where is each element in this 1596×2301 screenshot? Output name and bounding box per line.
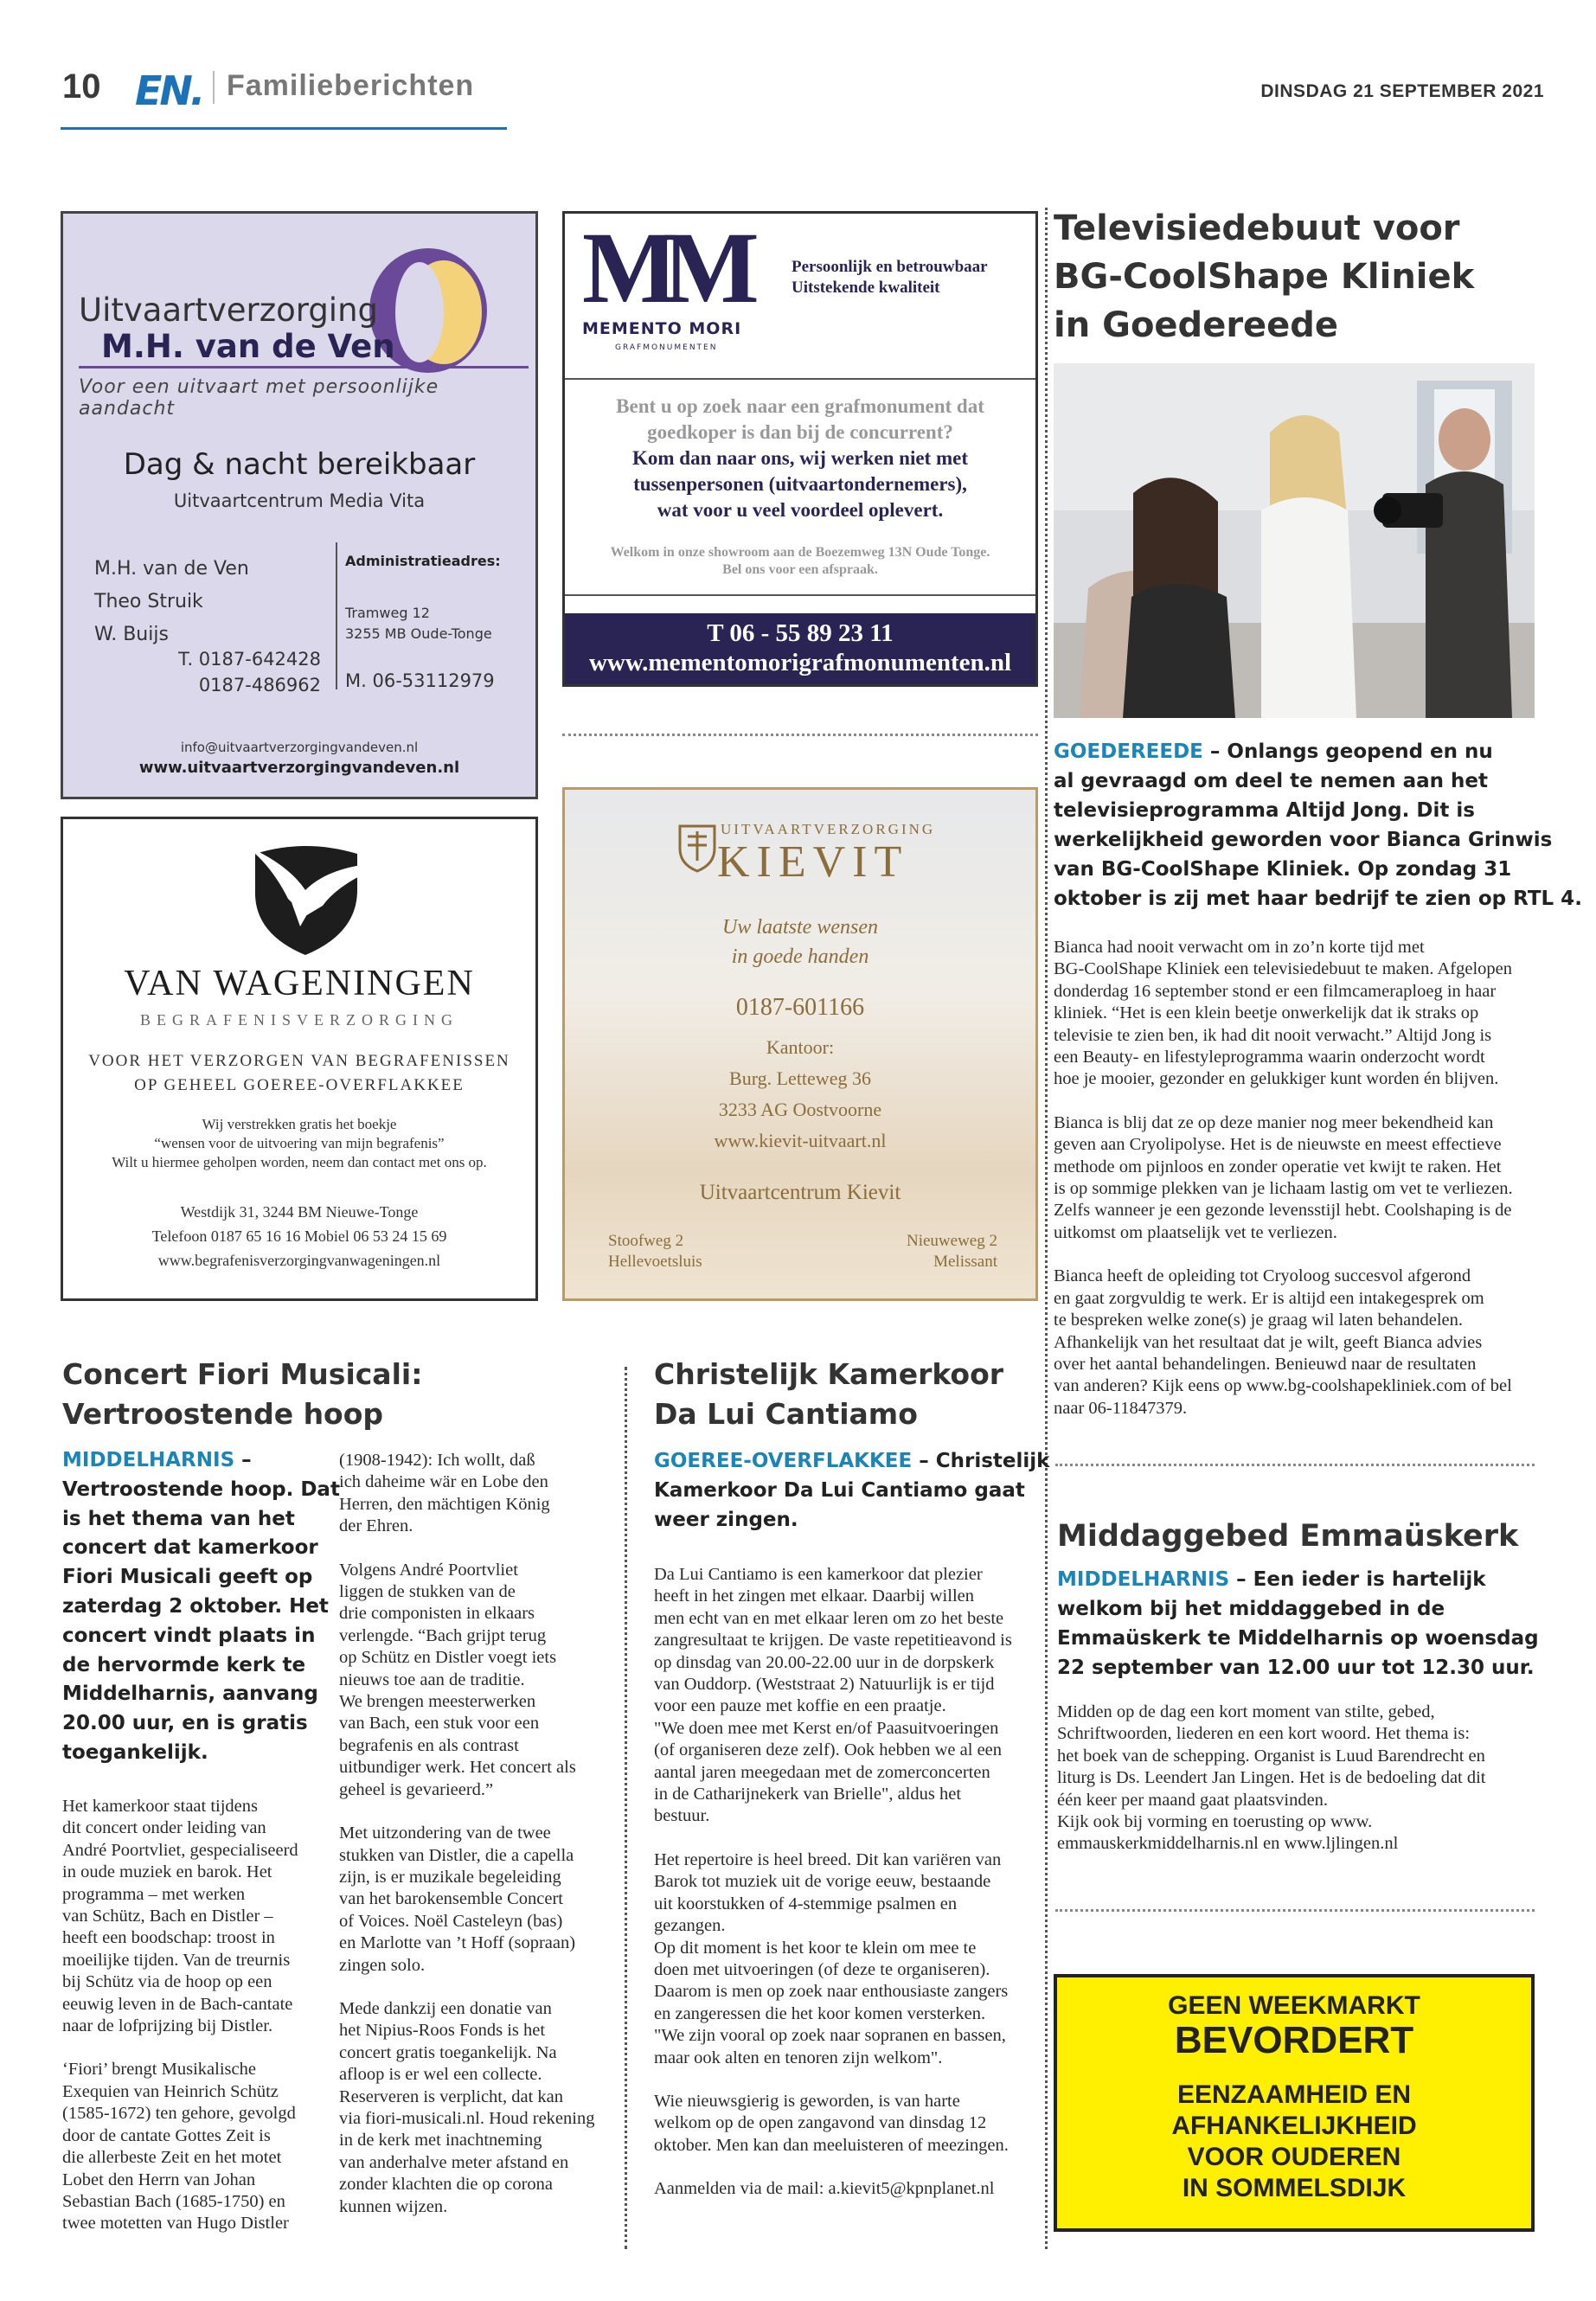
- concert-line: moeilijke tijden. Van de treurnis: [62, 1950, 291, 1970]
- ad-weekmarkt: [1054, 1974, 1535, 2232]
- newspaper-logo: EN.: [135, 67, 203, 114]
- koor-line: "We doen mee met Kerst en/of Paasuitvoeringen: [654, 1718, 999, 1738]
- concert-title-line: Concert Fiori Musicali:: [62, 1357, 423, 1391]
- wag-service: [63, 1049, 535, 1098]
- kievit-name: KIEVIT: [717, 837, 909, 887]
- koor-line: bestuur.: [654, 1806, 710, 1826]
- wag-phone: Telefoon 0187 65 16 16 Mobiel 06 53 24 15 69: [151, 1227, 447, 1245]
- emmaus-lead-line: Emmaüskerk te Middelharnis op woensdag: [1057, 1627, 1539, 1650]
- concert-line: der Ehren.: [339, 1516, 413, 1536]
- concert-lead-line: is het thema van het: [62, 1507, 295, 1530]
- koor-title-line: Christelijk Kamerkoor: [654, 1357, 1004, 1391]
- tv-title: [1054, 204, 1474, 349]
- mm-question: [565, 394, 1035, 445]
- tv-line: donderdag 16 september stond er een filmcameraploeg in haar: [1054, 981, 1497, 1001]
- concert-line: en Marlotte van ’t Hoff (sopraan): [339, 1933, 576, 1953]
- koor-line: (of organiseren deze zelf). Ook hebben we al een: [654, 1740, 1003, 1760]
- tv-paragraph: [1054, 1266, 1513, 1420]
- koor-line: en zangeressen die het koor komen versterken.: [654, 2003, 986, 2023]
- tv-line: uitkomst om plaatselijk vet te verliezen.: [1054, 1222, 1337, 1242]
- concert-lead-line: de hervormde kerk te: [62, 1653, 306, 1676]
- ven-tagline: Voor een uitvaart met persoonlijke aandacht: [79, 376, 439, 420]
- kievit-slogan-line: in goede handen: [731, 945, 869, 968]
- header-divider: [213, 71, 215, 104]
- tv-line: kliniek. “Het is een klein beetje onwerkelijk dat ik straks op: [1054, 1003, 1479, 1023]
- kievit-office-label: Kantoor:: [766, 1036, 835, 1058]
- tv-line: geven aan Cryolipolyse. Het is de nieuwste en meest effectieve: [1054, 1135, 1502, 1155]
- concert-line: door de cantate Gottes Zeit is: [62, 2125, 271, 2145]
- concert-line: Lobet den Herrn van Johan: [62, 2170, 256, 2189]
- concert-line: zonder klachten die op corona: [339, 2175, 554, 2195]
- koor-line: oktober. Men kan dan meeluisteren of meezingen.: [654, 2135, 1009, 2155]
- tv-line: Bianca is blij dat ze op deze manier nog meer bekendheid kan: [1054, 1112, 1494, 1132]
- concert-line: die allerbeste Zeit en het motet: [62, 2148, 282, 2168]
- concert-line: Reserveren is verplicht, dat kan: [339, 2086, 564, 2106]
- weekmarkt-line5: VOOR OUDEREN: [1187, 2143, 1401, 2171]
- concert-paragraph: [339, 1560, 594, 1801]
- ven-admin-label: Administratieadres:: [345, 553, 501, 569]
- concert-paragraph: [339, 1998, 594, 2218]
- mm-question-line: goedkoper is dan bij de concurrent?: [647, 421, 953, 443]
- ven-phone: T. 0187-642428: [178, 649, 321, 670]
- concert-paragraph: [62, 1796, 298, 2037]
- kievit-location-2: [907, 1231, 997, 1272]
- emmaus-lead: [1057, 1565, 1539, 1682]
- koor-lead-line: – Christelijk: [912, 1450, 1050, 1472]
- koor-title: [654, 1355, 1003, 1434]
- tv-line: Afhankelijk van het resultaat dat je wilt, geeft Bianca advies: [1054, 1332, 1483, 1352]
- concert-line: zingen solo.: [339, 1955, 426, 1975]
- concert-line: We brengen meesterwerken: [339, 1692, 536, 1712]
- concert-line: zijn, is er muzikale begeleiding: [339, 1867, 561, 1887]
- kievit-location-1: [608, 1231, 702, 1272]
- concert-line: kunnen wijzen.: [339, 2196, 448, 2216]
- ven-rule: [79, 366, 529, 369]
- concert-line: afloop is er wel een collecte.: [339, 2065, 542, 2085]
- concert-lead: [62, 1446, 340, 1768]
- mm-question-line: Bent u op zoek naar een grafmonument dat: [616, 395, 984, 417]
- tv-line: hoe je mooier, gezonder en gelukkiger kunt worden én blijven.: [1054, 1069, 1499, 1089]
- mm-offer-line: tussenpersonen (uitvaartondernemers),: [633, 473, 967, 495]
- koor-line: voor een pauze met koffie en een praatje.: [654, 1696, 946, 1716]
- mm-website[interactable]: www.mementomorigrafmonumenten.nl: [588, 649, 1012, 676]
- concert-paragraph: [339, 1823, 594, 1977]
- koor-lead: [654, 1446, 1049, 1535]
- kievit-loc-city: Hellevoetsluis: [608, 1253, 702, 1271]
- emmaus-line: liturg is Ds. Leendert Jan Lingen. Het is de bedoeling dat dit: [1057, 1768, 1486, 1788]
- concert-lead-line: toegankelijk.: [62, 1740, 208, 1764]
- ven-divider: [336, 542, 337, 689]
- kievit-loc-city: Melissant: [933, 1253, 997, 1271]
- concert-line: van het barokensemble Concert: [339, 1889, 564, 1909]
- concert-line: van Bach, een stuk voor een: [339, 1714, 540, 1734]
- ven-people: [94, 553, 249, 651]
- tv-line: is op sommige plekken van je lichaam lastig om vet te verliezen.: [1054, 1179, 1513, 1199]
- concert-line: Herren, den mächtigen König: [339, 1494, 550, 1514]
- weekmarkt-line6: IN SOMMELSDIJK: [1182, 2174, 1407, 2202]
- mm-tag-line: Persoonlijk en betrouwbaar: [792, 258, 988, 276]
- mm-offer: [565, 445, 1035, 523]
- concert-line: drie componisten in elkaars: [339, 1604, 535, 1624]
- emmaus-lead-line: – Een ieder is hartelijk: [1229, 1568, 1486, 1591]
- ven-website[interactable]: www.uitvaartverzorgingvandeven.nl: [138, 759, 460, 777]
- ven-availability: Dag & nacht bereikbaar: [123, 447, 476, 482]
- kievit-loc-street: Stoofweg 2: [608, 1232, 684, 1250]
- concert-line: of Voices. Noël Casteleyn (bas): [339, 1911, 563, 1931]
- kievit-website[interactable]: www.kievit-uitvaart.nl: [714, 1130, 887, 1151]
- concert-lead-line: concert vindt plaats in: [62, 1624, 316, 1647]
- emmaus-line: het boek van de schepping. Organist is Luud Barendrecht en: [1057, 1746, 1485, 1766]
- wag-service-line: OP GEHEEL GOEREE-OVERFLAKKEE: [134, 1076, 465, 1094]
- koor-title-line: Da Lui Cantiamo: [654, 1397, 918, 1431]
- koor-lead-line: weer zingen.: [654, 1509, 798, 1531]
- column-separator-bottom: [625, 1367, 627, 2249]
- concert-line: eeuwig leven in de Bach-cantate: [62, 1994, 293, 2014]
- concert-line: (1585-1672) ten gehore, gevolgd: [62, 2104, 296, 2124]
- concert-line: Mede dankzij een donatie van: [339, 1998, 552, 2018]
- koor-line: men echt van en met elkaar leren om zo het beste: [654, 1608, 1004, 1628]
- ven-person: M.H. van de Ven: [94, 558, 249, 580]
- tv-lead-line: – Onlangs geopend en nu: [1202, 740, 1493, 763]
- concert-line: Met uitzondering van de twee: [339, 1823, 551, 1843]
- tv-line: een Beauty- en lifestyleprogramma waarin onderzocht wordt: [1054, 1048, 1485, 1067]
- wag-booklet-line: “wensen voor de uitvoering van mijn begrafenis”: [154, 1135, 445, 1151]
- koor-place: GOEREE-OVERFLAKKEE: [654, 1450, 913, 1472]
- concert-line: begrafenis en als contrast: [339, 1735, 519, 1755]
- tv-paragraph: [1054, 937, 1513, 1091]
- ven-email: info@uitvaartverzorgingvandeven.nl: [180, 740, 419, 755]
- koor-line: in de Catharijnekerk van Brielle", aldus het: [654, 1785, 962, 1804]
- mm-showroom-line: Welkom in onze showroom aan de Boezemweg 13N Oude Tonge.: [610, 545, 990, 560]
- ven-name-line2: M.H. van de Ven: [101, 328, 395, 365]
- kievit-office: [565, 1032, 1035, 1157]
- concert-line: op Schütz en Distler voegt iets: [339, 1648, 557, 1668]
- koor-paragraph: [654, 2178, 1012, 2200]
- koor-paragraph: [654, 2091, 1012, 2157]
- emmaus-line: één keer per maand gaat plaatsvinden.: [1057, 1790, 1329, 1810]
- emmaus-title: Middaggebed Emmaüskerk: [1057, 1519, 1519, 1554]
- tv-title-line: in Goedereede: [1054, 305, 1339, 345]
- tv-place: GOEDEREEDE: [1054, 740, 1203, 763]
- page-number: 10: [62, 67, 101, 106]
- concert-title: [62, 1355, 422, 1434]
- koor-line: Wie nieuwsgierig is geworden, is van harte: [654, 2091, 960, 2111]
- tv-line: Bianca had nooit verwacht om in zo’n korte tijd met: [1054, 938, 1425, 957]
- concert-line: bij Schütz via de hoop op een: [62, 1972, 272, 1992]
- concert-line: verlengde. “Bach grijpt terug: [339, 1625, 547, 1645]
- emmaus-line: emmauskerkmiddelharnis.nl en www.ljlingen.nl: [1057, 1834, 1399, 1854]
- ad-kievit: [562, 787, 1038, 1301]
- mm-tag-line: Uitstekende kwaliteit: [792, 279, 940, 297]
- kievit-slogan: [565, 913, 1035, 971]
- concert-col1: [62, 1796, 298, 2257]
- ad-memento-mori: [562, 211, 1038, 687]
- header-rule: [61, 127, 507, 130]
- tv-lead-line: televisieprogramma Altijd Jong. Dit is: [1054, 799, 1475, 822]
- weekmarkt-line2: BEVORDERT: [1174, 2019, 1414, 2061]
- concert-line: (1908-1942): Ich wollt, daß: [339, 1451, 535, 1470]
- tv-line: Bianca heeft de opleiding tot Cryoloog succesvol afgerond: [1054, 1266, 1471, 1286]
- section-title: Familieberichten: [227, 69, 475, 102]
- mm-showroom-line: Bel ons voor een afspraak.: [722, 562, 878, 577]
- tv-lead-line: oktober is zij met haar bedrijf te zien op RTL 4.: [1054, 888, 1582, 910]
- tv-line: televisie te zien ben, ik had dit nooit verwacht.” Altijd Jong is: [1054, 1025, 1492, 1045]
- koor-line: op dinsdag van 20.00-22.00 uur in de dorpskerk: [654, 1652, 995, 1672]
- concert-line: concert gratis toegankelijk. Na: [339, 2042, 557, 2062]
- mm-sub: GRAFMONUMENTEN: [615, 343, 718, 352]
- wag-service-line: VOOR HET VERZORGEN VAN BEGRAFENISSEN: [88, 1052, 510, 1070]
- koor-line: "We zijn vooral op zoek naar sopranen en bassen,: [654, 2026, 1006, 2046]
- concert-line: Volgens André Poortvliet: [339, 1560, 518, 1580]
- emmaus-line: Kijk ook bij vorming en toerusting op www.: [1057, 1812, 1373, 1832]
- column-separator-right: [1045, 208, 1048, 2249]
- concert-title-line: Vertroostende hoop: [62, 1397, 384, 1431]
- mm-contact-bar: [565, 613, 1035, 684]
- concert-line: ‘Fiori’ brengt Musikalische: [62, 2060, 256, 2080]
- ad-van-wageningen: [61, 817, 538, 1301]
- mm-logo-letters: MM: [582, 211, 744, 324]
- koor-line: Het repertoire is heel breed. Dit kan variëren van: [654, 1849, 1002, 1869]
- concert-line: van anderhalve meter afstand en: [339, 2152, 569, 2172]
- ven-mobile: M. 06-53112979: [345, 670, 495, 691]
- emmaus-line: Schriftwoorden, liederen en een kort woord. Het thema is:: [1057, 1724, 1471, 1744]
- concert-lead-line: –: [234, 1449, 252, 1471]
- emmaus-place: MIDDELHARNIS: [1057, 1568, 1230, 1591]
- concert-line: naar de lofprijzing bij Distler.: [62, 2016, 273, 2036]
- mm-name: MEMENTO MORI: [582, 319, 742, 338]
- tv-line: BG-CoolShape Kliniek een televisiedebuut te maken. Afgelopen: [1054, 959, 1513, 979]
- weekmarkt-line1: GEEN WEEKMARKT: [1168, 1991, 1420, 2020]
- koor-line: welkom op de open zangavond van dinsdag 12: [654, 2113, 987, 2133]
- emmaus-line: Midden op de dag een kort moment van stilte, gebed,: [1057, 1702, 1435, 1721]
- koor-line: van Ouddorp. (Weststraat 2) Natuurlijk is er tijd: [654, 1675, 995, 1695]
- mm-offer-line: Kom dan naar ons, wij werken niet met: [631, 447, 968, 469]
- mm-rule-2: [565, 594, 1035, 596]
- tv-line: van anderen? Kijk eens op www.bg-coolshapekliniek.com of bel: [1054, 1376, 1512, 1396]
- concert-lead-line: Fiori Musicali geeft op: [62, 1566, 313, 1589]
- issue-date: DINSDAG 21 SEPTEMBER 2021: [1260, 81, 1544, 101]
- ad-separator: [562, 734, 1038, 736]
- mm-rule: [565, 378, 1035, 380]
- concert-col2: [339, 1450, 594, 2240]
- wag-booklet-line: Wilt u hiermee geholpen worden, neem dan contact met ons op.: [112, 1154, 487, 1170]
- koor-line: maar ook alten en tenoren zijn welkom".: [654, 2048, 943, 2067]
- concert-line: stukken van Distler, die a capella: [339, 1845, 574, 1865]
- koor-line: Da Lui Cantiamo is een kamerkoor dat plezier: [654, 1565, 983, 1584]
- emmaus-lead-line: 22 september van 12.00 uur tot 12.30 uur.: [1057, 1657, 1535, 1679]
- ven-phone: 0187-486962: [198, 675, 321, 695]
- concert-line: het Nipius-Roos Fonds is het: [339, 2021, 546, 2041]
- concert-line: ich daheime wär en Lobe den: [339, 1472, 548, 1492]
- ven-admin-address: [345, 603, 492, 644]
- kievit-crest-icon: [676, 819, 719, 873]
- concert-lead-line: Vertroostende hoop. Dat: [62, 1477, 340, 1501]
- concert-line: via fiori-musicali.nl. Houd rekening: [339, 2108, 595, 2128]
- koor-line: doen met uitvoeringen (of deze te organiseren).: [654, 1959, 990, 1979]
- kievit-street: Burg. Letteweg 36: [729, 1067, 871, 1089]
- ven-name-line1: Uitvaartverzorging: [79, 292, 379, 329]
- concert-place: MIDDELHARNIS: [62, 1449, 235, 1471]
- mm-phone: T 06 - 55 89 23 11: [707, 619, 894, 647]
- kievit-top: UITVAARTVERZORGING: [721, 821, 936, 837]
- concert-line: dit concert onder leiding van: [62, 1818, 266, 1838]
- wag-name: VAN WAGENINGEN: [124, 964, 475, 1003]
- tv-photo: [1054, 363, 1535, 718]
- concert-line: nieuws toe aan de traditie.: [339, 1670, 525, 1689]
- tv-paragraph: [1054, 1112, 1513, 1244]
- wag-sub: BEGRAFENISVERZORGING: [139, 1011, 458, 1029]
- koor-line: Barok tot muziek uit de vorige eeuw, bestaande: [654, 1872, 991, 1892]
- concert-line: liggen de stukken van de: [339, 1582, 516, 1602]
- tv-lead-line: werkelijkheid geworden voor Bianca Grinwis: [1054, 829, 1553, 851]
- tv-end-rule: [1055, 1464, 1535, 1466]
- kievit-city: 3233 AG Oostvoorne: [718, 1099, 882, 1120]
- concert-lead-line: concert dat kamerkoor: [62, 1536, 318, 1560]
- wag-contact: [63, 1200, 535, 1272]
- tv-line: methode om pijnloos en zonder operatie vet kwijt te raken. Het: [1054, 1157, 1502, 1176]
- concert-line: in de kerk met inachtneming: [339, 2131, 542, 2150]
- concert-paragraph: [62, 2059, 298, 2234]
- kievit-center: Uitvaartcentrum Kievit: [699, 1181, 901, 1204]
- ven-admin-city: 3255 MB Oude-Tonge: [345, 625, 492, 642]
- concert-paragraph: [339, 1450, 594, 1538]
- koor-line: Aanmelden via de mail: a.kievit5@kpnplanet.nl: [654, 2179, 995, 2199]
- koor-line: uit koorstukken of 4-stemmige psalmen en: [654, 1894, 958, 1913]
- kievit-loc-street: Nieuweweg 2: [907, 1232, 997, 1250]
- koor-line: gezangen.: [654, 1916, 726, 1936]
- wag-website[interactable]: www.begrafenisverzorgingvanwageningen.nl: [157, 1252, 441, 1269]
- tv-line: Zelfs wanneer je een gezonde levensstijl hebt. Coolshaping is de: [1054, 1201, 1512, 1221]
- emmaus-lead-line: welkom bij het middaggebed in de: [1057, 1598, 1445, 1620]
- concert-line: programma – met werken: [62, 1884, 246, 1904]
- concert-lead-line: Middelharnis, aanvang: [62, 1682, 318, 1706]
- mm-offer-line: wat voor u veel voordeel oplevert.: [657, 499, 944, 521]
- koor-line: Op dit moment is het koor te klein om mee te: [654, 1938, 977, 1958]
- tv-body: [1054, 937, 1513, 1441]
- wag-booklet-line: Wij verstrekken gratis het boekje: [202, 1116, 397, 1132]
- tv-lead-line: al gevraagd om deel te nemen aan het: [1054, 770, 1489, 792]
- concert-line: van Schütz, Bach en Distler –: [62, 1907, 273, 1926]
- koor-line: zangresultaat te krijgen. De vaste repetitieavond is: [654, 1631, 1012, 1650]
- wag-address: Westdijk 31, 3244 BM Nieuwe-Tonge: [180, 1203, 419, 1221]
- emmaus-body: [1057, 1702, 1486, 1856]
- tv-title-line: BG-CoolShape Kliniek: [1054, 257, 1475, 297]
- koor-line: Daarom is men op zoek naar enthousiaste zangers: [654, 1982, 1009, 2002]
- weekmarkt-line3: EENZAAMHEID EN: [1176, 2080, 1411, 2109]
- ven-person: Theo Struik: [94, 591, 203, 612]
- concert-line: Het kamerkoor staat tijdens: [62, 1797, 259, 1816]
- concert-line: twee motetten van Hugo Distler: [62, 2214, 289, 2234]
- kievit-phone: 0187-601166: [735, 994, 865, 1021]
- koor-lead-line: Kamerkoor Da Lui Cantiamo gaat: [654, 1479, 1025, 1502]
- tv-lead: [1054, 737, 1582, 913]
- koor-line: aantal jaren meegedaan met de zomerconcerten: [654, 1762, 990, 1782]
- concert-line: Sebastian Bach (1685-1750) en: [62, 2191, 285, 2211]
- mm-tagline: [792, 257, 988, 298]
- tv-lead-line: van BG-CoolShape Kliniek. Op zondag 31: [1054, 858, 1512, 881]
- ven-center: Uitvaartcentrum Media Vita: [173, 490, 426, 511]
- ven-phones: [63, 646, 321, 698]
- concert-lead-line: 20.00 uur, en is gratis: [62, 1712, 308, 1735]
- tv-line: over het aantal behandelingen. Benieuwd naar de resultaten: [1054, 1354, 1477, 1374]
- concert-line: in oude muziek en barok. Het: [62, 1862, 272, 1882]
- koor-paragraph: [654, 1564, 1012, 1828]
- koor-paragraph: [654, 1849, 1012, 2069]
- concert-line: geheel is gevarieerd.”: [339, 1779, 494, 1799]
- koor-body: [654, 1564, 1012, 2222]
- concert-lead-line: zaterdag 2 oktober. Het: [62, 1594, 329, 1618]
- tv-title-line: Televisiedebuut voor: [1054, 208, 1460, 248]
- dove-shield-icon: [236, 830, 392, 959]
- emmaus-end-rule: [1055, 1909, 1535, 1912]
- tv-line: en gaat zorgvuldig te werk. Er is altijd een intakegesprek om: [1054, 1288, 1484, 1308]
- tv-line: te bespreken welke zone(s) je graag wil laten behandelen.: [1054, 1311, 1463, 1330]
- mm-showroom: [565, 544, 1035, 579]
- koor-line: heeft in het zingen met elkaar. Daarbij willen: [654, 1586, 974, 1606]
- concert-line: uitbundiger werk. Het concert als: [339, 1758, 576, 1778]
- concert-line: André Poortvliet, gespecialiseerd: [62, 1840, 298, 1860]
- ven-admin-street: Tramweg 12: [345, 605, 430, 621]
- concert-line: Exequien van Heinrich Schütz: [62, 2081, 279, 2101]
- tv-line: naar 06-11847379.: [1054, 1398, 1188, 1418]
- weekmarkt-line4: AFHANKELIJKHEID: [1171, 2112, 1417, 2140]
- wag-booklet: [63, 1115, 535, 1172]
- concert-line: heeft een boodschap: troost in: [62, 1928, 275, 1948]
- ven-person: W. Buijs: [94, 624, 169, 645]
- ad-van-de-ven: [61, 211, 538, 799]
- kievit-slogan-line: Uw laatste wensen: [722, 916, 878, 939]
